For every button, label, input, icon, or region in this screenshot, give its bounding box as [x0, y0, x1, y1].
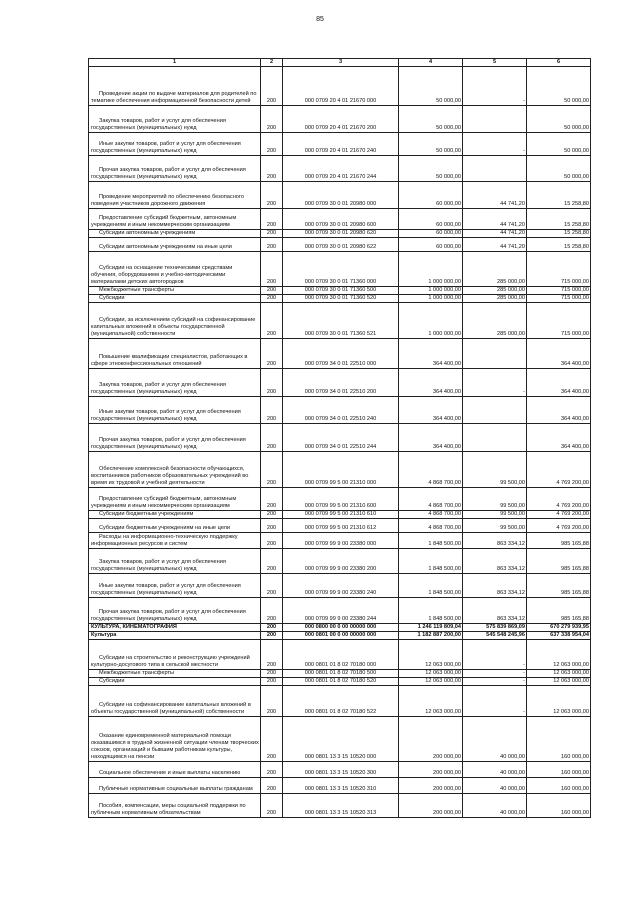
row-kbk-cell: 000 0801 13 3 15 10520 313	[283, 794, 399, 818]
table-row	[89, 488, 591, 511]
row-name-cell: Закупка товаров, работ и услуг для обеспечения государственных (муниципальных) нужд	[89, 549, 261, 574]
row-kbk-cell: 000 0801 01 8 02 70180 522	[283, 686, 399, 717]
row-remainder-cell: 15 258,80	[527, 230, 591, 238]
row-code-cell: 200	[261, 574, 283, 598]
table-header-row	[89, 59, 591, 67]
table-row	[89, 67, 591, 106]
row-code-cell: 200	[261, 156, 283, 182]
row-code-cell: 200	[261, 230, 283, 238]
row-approved-cell: 200 000,00	[399, 762, 463, 778]
table-row	[89, 287, 591, 295]
row-remainder-cell: 12 063 000,00	[527, 686, 591, 717]
row-executed-cell: -	[463, 67, 527, 106]
row-approved-cell: 50 000,00	[399, 106, 463, 133]
row-name-cell: Оказание единовременной материальной помощи оказавшимся в трудной жизненной ситуации членам творческих союзов, организаций и бывшим работникам культуры, находящимся на пенсии	[89, 717, 261, 762]
row-code-cell: 200	[261, 287, 283, 295]
row-kbk-cell: 000 0709 34 0 01 22510 200	[283, 369, 399, 397]
row-remainder-cell: 670 279 939,95	[527, 624, 591, 632]
header-col-4: 4	[399, 59, 463, 67]
table-row	[89, 133, 591, 156]
row-approved-cell: 1 182 887 200,00	[399, 632, 463, 640]
row-kbk-cell: 000 0709 99 9 00 23380 244	[283, 598, 399, 624]
header-col-2: 2	[261, 59, 283, 67]
row-kbk-cell: 000 0709 34 0 01 22510 244	[283, 424, 399, 452]
row-executed-cell: 863 334,12	[463, 574, 527, 598]
row-remainder-cell: 12 063 000,00	[527, 678, 591, 686]
row-remainder-cell: 50 000,00	[527, 67, 591, 106]
row-code-cell: 200	[261, 533, 283, 549]
table-row	[89, 230, 591, 238]
row-approved-cell: 1 246 119 809,04	[399, 624, 463, 632]
row-executed-cell: 575 839 869,09	[463, 624, 527, 632]
row-approved-cell: 50 000,00	[399, 67, 463, 106]
row-name-cell: Субсидии автономным учреждениям на иные цели	[89, 238, 261, 252]
row-code-cell: 200	[261, 252, 283, 287]
row-code-cell: 200	[261, 303, 283, 339]
row-approved-cell: 4 868 700,00	[399, 511, 463, 519]
row-remainder-cell: 50 000,00	[527, 106, 591, 133]
row-executed-cell: -	[463, 670, 527, 678]
row-kbk-cell: 000 0801 13 3 15 10520 300	[283, 762, 399, 778]
row-kbk-cell: 000 0709 30 0 01 20980 622	[283, 238, 399, 252]
row-name-cell: Повышение квалификации специалистов, работающих в сфере этноконфессиональных отношений	[89, 339, 261, 369]
table-row	[89, 598, 591, 624]
row-code-cell: 200	[261, 598, 283, 624]
row-kbk-cell: 000 0709 99 5 00 21310 610	[283, 511, 399, 519]
row-kbk-cell: 000 0801 00 0 00 00000 000	[283, 632, 399, 640]
row-executed-cell: 863 334,12	[463, 598, 527, 624]
table-row	[89, 295, 591, 303]
row-name-cell: Проведение акции по выдаче материалов для родителей по тематике обеспечения информационной безопасности детей	[89, 67, 261, 106]
row-executed-cell: 44 741,20	[463, 209, 527, 230]
row-code-cell: 200	[261, 519, 283, 533]
row-approved-cell: 12 063 000,00	[399, 670, 463, 678]
row-name-cell: Предоставление субсидий бюджетным, автономным учреждениям и иным некоммерческим организациям	[89, 488, 261, 511]
row-approved-cell: 1 000 000,00	[399, 252, 463, 287]
row-executed-cell	[463, 106, 527, 133]
row-remainder-cell: 364 400,00	[527, 339, 591, 369]
table-row	[89, 452, 591, 488]
row-approved-cell: 12 063 000,00	[399, 686, 463, 717]
row-name-cell: Прочая закупка товаров, работ и услуг для обеспечения государственных (муниципальных) нужд	[89, 156, 261, 182]
row-executed-cell: 44 741,20	[463, 182, 527, 209]
row-code-cell: 200	[261, 778, 283, 794]
page-number: 85	[316, 16, 324, 23]
row-executed-cell: 44 741,20	[463, 230, 527, 238]
row-remainder-cell: 160 000,00	[527, 794, 591, 818]
row-executed-cell: 99 500,00	[463, 452, 527, 488]
row-code-cell: 200	[261, 209, 283, 230]
row-kbk-cell: 000 0801 01 8 02 70180 000	[283, 640, 399, 670]
row-name-cell: Субсидии на строительство и реконструкцию учреждений культурно-досугового типа в сельской местности	[89, 640, 261, 670]
row-kbk-cell: 000 0709 20 4 01 21670 240	[283, 133, 399, 156]
row-executed-cell: -	[463, 369, 527, 397]
row-code-cell: 200	[261, 133, 283, 156]
row-name-cell: Иные закупки товаров, работ и услуг для обеспечения государственных (муниципальных) нужд	[89, 574, 261, 598]
row-kbk-cell: 000 0709 30 0 01 71360 520	[283, 295, 399, 303]
row-kbk-cell: 000 0801 01 8 02 70180 520	[283, 678, 399, 686]
row-remainder-cell: 160 000,00	[527, 778, 591, 794]
row-code-cell: 200	[261, 624, 283, 632]
row-remainder-cell: 12 063 000,00	[527, 640, 591, 670]
row-approved-cell: 60 000,00	[399, 230, 463, 238]
table-row	[89, 182, 591, 209]
row-code-cell: 200	[261, 397, 283, 424]
table-row	[89, 678, 591, 686]
row-approved-cell: 1 848 500,00	[399, 598, 463, 624]
row-remainder-cell: 15 258,80	[527, 209, 591, 230]
row-code-cell: 200	[261, 640, 283, 670]
row-approved-cell: 12 063 000,00	[399, 640, 463, 670]
row-executed-cell	[463, 424, 527, 452]
row-name-cell: Социальное обеспечение и иные выплаты населению	[89, 762, 261, 778]
row-remainder-cell: 985 165,88	[527, 598, 591, 624]
row-kbk-cell: 000 0801 13 3 15 10520 000	[283, 717, 399, 762]
row-remainder-cell: 50 000,00	[527, 133, 591, 156]
row-remainder-cell: 364 400,00	[527, 397, 591, 424]
table-row	[89, 549, 591, 574]
row-name-cell: Субсидии бюджетным учреждениям	[89, 511, 261, 519]
row-name-cell: Субсидии	[89, 295, 261, 303]
row-approved-cell: 364 400,00	[399, 397, 463, 424]
row-remainder-cell: 985 165,88	[527, 533, 591, 549]
row-remainder-cell: 160 000,00	[527, 717, 591, 762]
row-name-cell: Закупка товаров, работ и услуг для обеспечения государственных (муниципальных) нужд	[89, 369, 261, 397]
row-remainder-cell: 15 258,80	[527, 238, 591, 252]
row-name-cell: Прочая закупка товаров, работ и услуг для обеспечения государственных (муниципальных) нужд	[89, 424, 261, 452]
row-executed-cell: 863 334,12	[463, 533, 527, 549]
row-remainder-cell: 715 000,00	[527, 287, 591, 295]
row-executed-cell: -	[463, 640, 527, 670]
row-name-cell: Субсидии, за исключением субсидий на софинансирование капитальных вложений в объекты государственной (муниципальной) собственности	[89, 303, 261, 339]
row-remainder-cell: 4 769 200,00	[527, 519, 591, 533]
row-approved-cell: 364 400,00	[399, 424, 463, 452]
row-code-cell: 200	[261, 67, 283, 106]
row-remainder-cell: 4 769 200,00	[527, 452, 591, 488]
row-kbk-cell: 000 0709 34 0 01 22510 000	[283, 339, 399, 369]
row-kbk-cell: 000 0709 30 0 01 20980 600	[283, 209, 399, 230]
row-kbk-cell: 000 0709 99 9 00 23380 000	[283, 533, 399, 549]
row-code-cell: 200	[261, 678, 283, 686]
table-row	[89, 424, 591, 452]
row-name-cell: Пособия, компенсации, меры социальной поддержки по публичным нормативным обязательствам	[89, 794, 261, 818]
row-name-cell: Закупка товаров, работ и услуг для обеспечения государственных (муниципальных) нужд	[89, 106, 261, 133]
table-row	[89, 632, 591, 640]
row-executed-cell: 285 000,00	[463, 252, 527, 287]
row-kbk-cell: 000 0709 30 0 01 20980 000	[283, 182, 399, 209]
row-executed-cell: 285 000,00	[463, 295, 527, 303]
row-remainder-cell: 364 400,00	[527, 424, 591, 452]
row-approved-cell: 200 000,00	[399, 778, 463, 794]
row-name-cell: Межбюджетные трансферты	[89, 670, 261, 678]
row-kbk-cell: 000 0709 20 4 01 21670 200	[283, 106, 399, 133]
table-row	[89, 106, 591, 133]
row-executed-cell: 863 334,12	[463, 549, 527, 574]
table-row	[89, 238, 591, 252]
table-row	[89, 624, 591, 632]
row-kbk-cell: 000 0709 30 0 01 20980 620	[283, 230, 399, 238]
row-name-cell: Культура	[89, 632, 261, 640]
row-name-cell: Публичные нормативные социальные выплаты гражданам	[89, 778, 261, 794]
row-code-cell: 200	[261, 511, 283, 519]
table-row	[89, 252, 591, 287]
table-row	[89, 778, 591, 794]
row-executed-cell: 545 548 245,96	[463, 632, 527, 640]
row-executed-cell: 40 000,00	[463, 794, 527, 818]
row-code-cell: 200	[261, 182, 283, 209]
row-kbk-cell: 000 0709 99 9 00 23380 240	[283, 574, 399, 598]
row-approved-cell: 364 400,00	[399, 339, 463, 369]
table-row	[89, 397, 591, 424]
row-code-cell: 200	[261, 549, 283, 574]
row-remainder-cell: 15 258,80	[527, 182, 591, 209]
row-kbk-cell: 000 0800 00 0 00 00000 000	[283, 624, 399, 632]
table-row	[89, 511, 591, 519]
row-name-cell: Субсидии на оснащение техническими средствами обучения, оборудованием и учебно-методическими материалами детских автогородков	[89, 252, 261, 287]
row-kbk-cell: 000 0709 99 5 00 21310 000	[283, 452, 399, 488]
table-row	[89, 303, 591, 339]
row-executed-cell: -	[463, 686, 527, 717]
row-executed-cell: 40 000,00	[463, 762, 527, 778]
row-executed-cell	[463, 339, 527, 369]
row-name-cell: Предоставление субсидий бюджетным, автономным учреждениям и иным некоммерческим организациям	[89, 209, 261, 230]
row-kbk-cell: 000 0709 20 4 01 21670 244	[283, 156, 399, 182]
row-name-cell: Межбюджетные трансферты	[89, 287, 261, 295]
row-kbk-cell: 000 0709 30 0 01 71360 521	[283, 303, 399, 339]
header-col-1: 1	[89, 59, 261, 67]
row-executed-cell: 99 500,00	[463, 519, 527, 533]
row-remainder-cell: 715 000,00	[527, 303, 591, 339]
row-remainder-cell: 985 165,88	[527, 574, 591, 598]
row-code-cell: 200	[261, 670, 283, 678]
row-remainder-cell: 364 400,00	[527, 369, 591, 397]
row-code-cell: 200	[261, 106, 283, 133]
table-row	[89, 762, 591, 778]
row-remainder-cell: 160 000,00	[527, 762, 591, 778]
table-row	[89, 670, 591, 678]
row-executed-cell: -	[463, 678, 527, 686]
header-col-3: 3	[283, 59, 399, 67]
row-kbk-cell: 000 0709 30 0 01 71360 500	[283, 287, 399, 295]
row-executed-cell: 44 741,20	[463, 238, 527, 252]
row-name-cell: Субсидии бюджетным учреждениям на иные цели	[89, 519, 261, 533]
row-name-cell: КУЛЬТУРА, КИНЕМАТОГРАФИЯ	[89, 624, 261, 632]
row-kbk-cell: 000 0709 99 5 00 21310 612	[283, 519, 399, 533]
table-row	[89, 640, 591, 670]
row-name-cell: Иные закупки товаров, работ и услуг для обеспечения государственных (муниципальных) нужд	[89, 397, 261, 424]
table-row	[89, 717, 591, 762]
row-executed-cell: 99 500,00	[463, 511, 527, 519]
row-name-cell: Проведение мероприятий по обеспечению безопасного поведения участников дорожного движения	[89, 182, 261, 209]
row-kbk-cell: 000 0709 34 0 01 22510 240	[283, 397, 399, 424]
row-approved-cell: 60 000,00	[399, 209, 463, 230]
row-approved-cell: 4 868 700,00	[399, 452, 463, 488]
row-executed-cell: 40 000,00	[463, 717, 527, 762]
row-code-cell: 200	[261, 424, 283, 452]
row-name-cell: Субсидии на софинансирование капитальных вложений в объекты государственной (муниципальной) собственности	[89, 686, 261, 717]
row-name-cell: Иные закупки товаров, работ и услуг для обеспечения государственных (муниципальных) нужд	[89, 133, 261, 156]
row-code-cell: 200	[261, 488, 283, 511]
row-approved-cell: 200 000,00	[399, 794, 463, 818]
header-col-5: 5	[463, 59, 527, 67]
table-row	[89, 369, 591, 397]
budget-table-container	[88, 58, 591, 818]
table-row	[89, 686, 591, 717]
row-approved-cell: 50 000,00	[399, 133, 463, 156]
row-executed-cell: 99 500,00	[463, 488, 527, 511]
row-kbk-cell: 000 0709 20 4 01 21670 000	[283, 67, 399, 106]
row-code-cell: 200	[261, 452, 283, 488]
row-remainder-cell: 637 338 954,04	[527, 632, 591, 640]
row-approved-cell: 1 000 000,00	[399, 287, 463, 295]
row-code-cell: 200	[261, 686, 283, 717]
table-row	[89, 794, 591, 818]
row-code-cell: 200	[261, 339, 283, 369]
row-kbk-cell: 000 0709 99 9 00 23380 200	[283, 549, 399, 574]
row-code-cell: 200	[261, 794, 283, 818]
row-kbk-cell: 000 0801 13 3 15 10520 310	[283, 778, 399, 794]
row-kbk-cell: 000 0801 01 8 02 70180 500	[283, 670, 399, 678]
row-executed-cell: -	[463, 133, 527, 156]
row-code-cell: 200	[261, 295, 283, 303]
row-name-cell: Расходы на информационно-техническую поддержку информационных ресурсов и систем	[89, 533, 261, 549]
table-body	[89, 67, 591, 818]
row-approved-cell: 60 000,00	[399, 182, 463, 209]
table-row	[89, 533, 591, 549]
row-code-cell: 200	[261, 369, 283, 397]
row-approved-cell: 4 868 700,00	[399, 519, 463, 533]
row-executed-cell: 285 000,00	[463, 303, 527, 339]
row-approved-cell: 200 000,00	[399, 717, 463, 762]
row-executed-cell: 285 000,00	[463, 287, 527, 295]
row-code-cell: 200	[261, 238, 283, 252]
row-remainder-cell: 985 165,88	[527, 549, 591, 574]
table-row	[89, 156, 591, 182]
row-approved-cell: 4 868 700,00	[399, 488, 463, 511]
table-row	[89, 574, 591, 598]
row-name-cell: Прочая закупка товаров, работ и услуг для обеспечения государственных (муниципальных) нужд	[89, 598, 261, 624]
table-row	[89, 339, 591, 369]
row-name-cell: Обеспечение комплексной безопасности обучающихся, воспитанников работников образовательных учреждений во время их трудовой и учебной деятельности	[89, 452, 261, 488]
row-remainder-cell: 4 769 200,00	[527, 511, 591, 519]
row-remainder-cell: 12 063 000,00	[527, 670, 591, 678]
row-approved-cell: 1 848 500,00	[399, 574, 463, 598]
row-remainder-cell: 50 000,00	[527, 156, 591, 182]
row-remainder-cell: 715 000,00	[527, 252, 591, 287]
row-approved-cell: 364 400,00	[399, 369, 463, 397]
row-executed-cell: 40 000,00	[463, 778, 527, 794]
row-approved-cell: 1 000 000,00	[399, 295, 463, 303]
row-approved-cell: 1 848 500,00	[399, 533, 463, 549]
row-approved-cell: 60 000,00	[399, 238, 463, 252]
row-code-cell: 200	[261, 762, 283, 778]
budget-table	[88, 58, 591, 818]
row-remainder-cell: 715 000,00	[527, 295, 591, 303]
row-remainder-cell: 4 769 200,00	[527, 488, 591, 511]
row-name-cell: Субсидии	[89, 678, 261, 686]
row-executed-cell	[463, 397, 527, 424]
row-code-cell: 200	[261, 632, 283, 640]
row-kbk-cell: 000 0709 99 5 00 21310 600	[283, 488, 399, 511]
table-row	[89, 209, 591, 230]
row-kbk-cell: 000 0709 30 0 01 71360 000	[283, 252, 399, 287]
row-executed-cell	[463, 156, 527, 182]
row-code-cell: 200	[261, 717, 283, 762]
header-col-6: 6	[527, 59, 591, 67]
table-row	[89, 519, 591, 533]
row-name-cell: Субсидии автономным учреждениям	[89, 230, 261, 238]
row-approved-cell: 12 063 000,00	[399, 678, 463, 686]
row-approved-cell: 1 000 000,00	[399, 303, 463, 339]
row-approved-cell: 50 000,00	[399, 156, 463, 182]
row-approved-cell: 1 848 500,00	[399, 549, 463, 574]
